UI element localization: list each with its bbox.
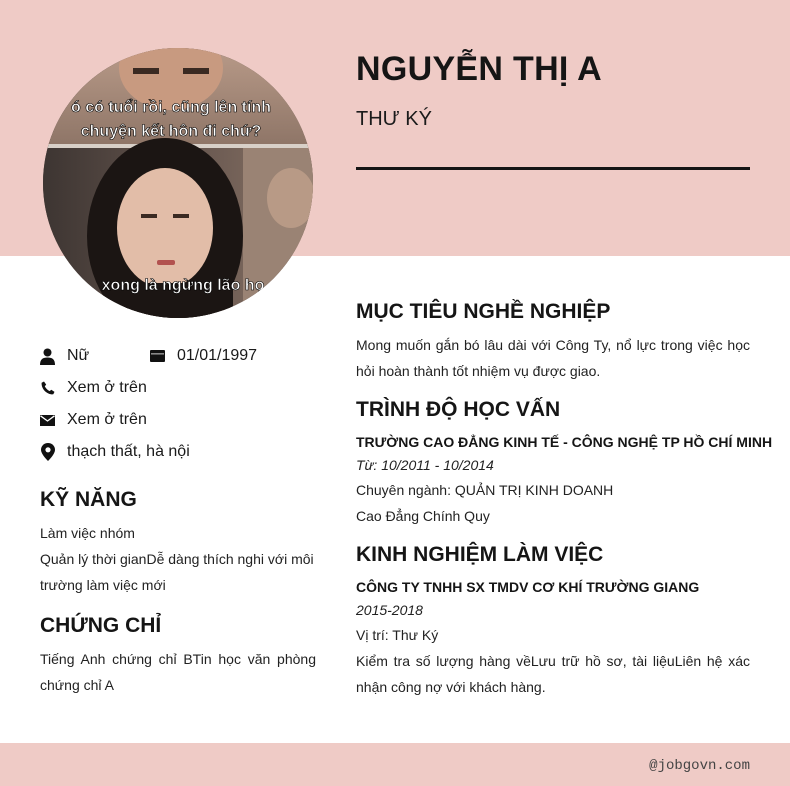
photo-caption-top-1: ó có tuổi rồi, cũng lên tính <box>71 99 271 116</box>
mail-icon <box>40 411 55 429</box>
objective-text: Mong muốn gắn bó lâu dài với Công Ty, nổ lực trong việc học hỏi hoàn thành tốt nhiệm vụ được giao. <box>356 337 750 379</box>
gender-value: Nữ <box>67 347 90 364</box>
experience-description: Kiểm tra số lượng hàng vềLưu trữ hồ sơ, tài liệuLiên hệ xác nhận công nợ với khách hàng. <box>356 653 750 695</box>
candidate-name: NGUYỄN THỊ A <box>356 50 603 88</box>
calendar-icon <box>150 347 165 365</box>
experience-title: KINH NGHIỆM LÀM VIỆC <box>356 543 604 566</box>
watermark: @jobgovn.com <box>649 758 750 774</box>
right-column <box>356 300 773 700</box>
experience-section <box>356 543 750 700</box>
candidate-role: THƯ KÝ <box>356 108 432 130</box>
experience-period: 2015-2018 <box>356 602 423 618</box>
photo-caption-bottom: xong là ngừng lão họ <box>101 277 265 294</box>
education-major: Chuyên ngành: QUẢN TRỊ KINH DOANH <box>356 482 614 498</box>
gender-item <box>40 347 89 365</box>
skill-item: Quản lý thời gianDễ dàng thích nghi với môi trường làm việc mới <box>40 551 314 593</box>
address-value: thạch thất, hà nội <box>67 443 190 460</box>
certificates-text: Tiếng Anh chứng chỉ BTin học văn phòng chứng chỉ A <box>40 651 316 693</box>
email-value: Xem ở trên <box>67 411 147 428</box>
birthday-value: 01/01/1997 <box>177 347 258 364</box>
profile-photo <box>43 48 313 318</box>
left-column <box>40 340 316 698</box>
certificates-title: CHỨNG CHỈ <box>40 614 162 637</box>
person-icon <box>40 347 55 365</box>
photo-caption-top-2: chuyện kết hôn đi chứ? <box>80 123 262 140</box>
education-period: Từ: 10/2011 - 10/2014 <box>356 457 494 473</box>
contact-row-address <box>40 436 316 468</box>
objective-title: MỤC TIÊU NGHỀ NGHIỆP <box>356 300 611 323</box>
skills-list <box>40 520 316 598</box>
contact-row-personal <box>40 340 316 372</box>
skill-item: Làm việc nhóm <box>40 525 135 541</box>
name-divider <box>356 167 750 170</box>
skills-title: KỸ NĂNG <box>40 488 137 511</box>
birthday-item <box>150 347 257 365</box>
school-name: TRƯỜNG CAO ĐẲNG KINH TẾ - CÔNG NGHỆ TP HỒ CHÍ MINH <box>356 434 773 450</box>
phone-icon <box>40 379 55 397</box>
education-section <box>356 398 773 529</box>
company-name: CÔNG TY TNHH SX TMDV CƠ KHÍ TRƯỜNG GIANG <box>356 579 700 595</box>
contact-row-email <box>40 404 316 436</box>
experience-position: Vị trí: Thư Ký <box>356 627 439 643</box>
phone-value: Xem ở trên <box>67 379 147 396</box>
education-degree: Cao Đẳng Chính Quy <box>356 508 490 524</box>
education-title: TRÌNH ĐỘ HỌC VẤN <box>356 398 561 421</box>
contact-row-phone <box>40 372 316 404</box>
location-pin-icon <box>40 443 55 461</box>
objective-section <box>356 300 750 384</box>
